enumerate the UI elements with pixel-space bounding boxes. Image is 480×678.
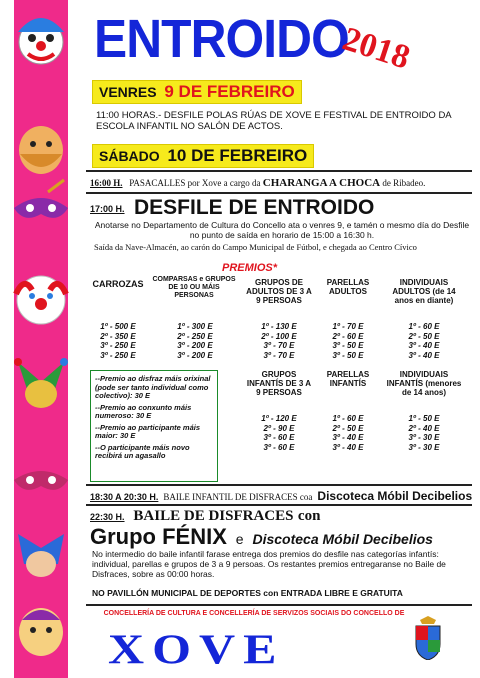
coat-of-arms-icon [414,616,442,660]
town-name: XOVE [108,625,285,673]
prize-item: 2º - 50 E [332,423,364,433]
prize-item: 2º - 250 E [177,331,213,341]
event2-text: Anotarse no Departamento de Cultura do Concello ata o venres 9, e tamén o mesmo día do Desfile no punto de saída en horario de 15:00 a 16:30 h. [94,220,470,240]
prize-item: 3º - 40 E [332,442,364,452]
prize-item: 2º - 40 E [408,423,440,433]
prize-item: 2º - 90 E [263,423,295,433]
prize-item: 3º - 50 E [332,350,364,360]
divider [86,504,472,506]
prize-item: 1º - 60 E [408,322,440,331]
event3-time: 18:30 A 20:30 H. [90,492,159,502]
event1-band: CHARANGA A CHOCA [262,177,381,189]
venue-text: NO PAVILLÓN MUNICIPAL DE DEPORTES con ENTRADA LIBRE E GRATUITA [92,588,403,598]
header-parellas-adultos: PARELLAS ADULTOS [326,278,370,296]
special-prize: --Premio ao disfraz máis orixinal (pode ser tanto individual como colectivo): 30 E [95,374,211,400]
clown-face-icon [8,8,74,70]
parellas-infantis-list [322,414,374,452]
event1-text: PASACALLES por Xove a cargo da [129,178,261,188]
event3 [90,489,472,503]
event4-e: e [235,531,244,547]
jester-mask-icon [8,352,74,414]
day1-date: 9 DE FEBREIRO [164,82,295,101]
event4-band: Discoteca Móbil Decibelios [252,531,433,547]
individuais-adultos-list [392,322,456,360]
event3-text: BAILE INFANTIL DE DISFRACES coa [163,492,313,502]
divider [86,192,472,194]
event2-time: 17:00 H. [90,204,125,214]
prize-item: 3º - 40 E [408,341,440,350]
bearded-mask-icon [8,600,74,662]
prize-item: 3º - 200 E [177,341,213,350]
prize-item: 3º - 250 E [100,350,136,360]
note-text: No intermedio do baile infantil farase entrega dos premios do desfile nas categorías infantís: individual, parellas e grupos de 3 a 9 persoas. Os restantes premios entregaranse no Baile de Disfraces, sobre as 00:00 horas. [92,549,446,579]
event2-title: DESFILE DE ENTROIDO [134,196,375,219]
grupos-infantis-list [248,414,310,452]
day2-date: 10 DE FEBREIRO [167,146,308,165]
carrozas-list [88,322,148,360]
day1-text: 11:00 HORAS.- DESFILE POLAS RÚAS DE XOVE E FESTIVAL DE ENTROIDO DA ESCOLA INFANTIL NO SALÓN DE ACTOS. [96,110,452,132]
day1-badge [92,80,302,104]
jester-mask-icon [8,520,74,582]
prize-item: 2º - 350 E [100,331,136,341]
parellas-adultos-list [322,322,374,360]
header-comparsas: COMPARSAS e GRUPOS DE 10 OU MÁIS PERSONAS [152,276,236,299]
header-individuais-infantis: INDIVIDUAIS INFANTÍS (menores de 14 anos) [386,370,462,397]
year-label: 2018 [338,20,415,77]
prize-item: 3º - 200 E [177,350,213,360]
prize-item: 2º - 100 E [261,331,297,341]
event4-line2 [90,524,433,550]
day2-weekday: SÁBADO [99,148,160,164]
event3-band: Discoteca Móbil Decibelios [317,489,473,503]
clown-face-icon [8,268,74,330]
prize-item: 3º - 40 E [332,433,364,442]
prize-item: 3º - 30 E [408,433,440,442]
prize-item: 3º - 70 E [263,341,295,350]
prize-item: 1º - 60 E [332,414,364,423]
event4-time: 22:30 H. [90,512,125,522]
bearded-mask-icon [8,118,74,180]
event1-from: de Ribadeo. [382,178,426,188]
prize-item: 1º - 130 E [261,322,297,331]
special-prize: --O participante máis novo recibirá un agasallo [95,442,190,460]
event1-time: 16:00 H. [90,178,123,188]
carnival-mask-icon [8,450,74,512]
individuais-infantis-list [392,414,456,452]
prize-item: 1º - 50 E [408,414,440,423]
event4-title: BAILE DE DISFRACES [133,508,294,524]
divider [86,484,472,486]
organizer-text: CONCELLERÍA DE CULTURA E CONCELLERÍA DE SERVIZOS SOCIAIS DO CONCELLO DE [103,610,405,617]
special-prizes-box [90,370,218,482]
header-individuais-adultos: INDIVIDUAIS ADULTOS (de 14 anos en diante) [392,278,456,305]
prize-item: 1º - 70 E [332,322,364,331]
prizes-title: PREMIOS* [222,262,278,274]
prize-item: 2º - 60 E [332,331,364,341]
prize-item: 3º - 60 E [263,433,295,442]
carnival-mask-icon [8,178,74,240]
event1 [90,177,425,189]
event4-group: Grupo FÉNIX [90,524,227,549]
special-prize: --Premio ao participante máis maior: 30 E [95,422,201,440]
special-prize: --Premio ao conxunto máis numeroso: 30 E [95,402,192,420]
prize-item: 1º - 300 E [177,322,213,331]
divider [86,170,472,172]
header-grupos-adultos: GRUPOS DE ADULTOS DE 3 A 9 PERSOAS [246,278,312,305]
prize-item: 3º - 250 E [100,341,136,350]
header-grupos-infantis: GRUPOS INFANTÍS DE 3 A 9 PERSOAS [246,370,312,397]
day1-weekday: VENRES [99,84,157,100]
grupos-adultos-list [248,322,310,360]
prize-item: 3º - 50 E [332,341,364,350]
prize-item: 3º - 60 E [263,442,295,452]
prize-item: 3º - 40 E [408,350,440,360]
prize-item: 2º - 50 E [408,331,440,341]
left-decorative-stripe [0,0,78,678]
header-carrozas: CARROZAS [92,279,144,289]
prize-item: 3º - 70 E [263,350,295,360]
divider [86,604,472,606]
event4-line1 [90,507,320,525]
day2-badge [92,144,314,168]
prize-item: 1º - 500 E [100,322,136,331]
comparsas-list [160,322,230,360]
prize-item: 3º - 30 E [408,442,440,452]
event2-route: Saída da Nave-Almacén, ao carón do Campo Municipal de Fútbol, e chegada ao Centro Cívico [94,242,417,252]
prize-item: 1º - 120 E [261,414,297,423]
page-title: ENTROIDO [94,9,349,69]
header-parellas-infantis: PARELLAS INFANTÍS [326,370,370,388]
event4-con: con [297,508,321,524]
